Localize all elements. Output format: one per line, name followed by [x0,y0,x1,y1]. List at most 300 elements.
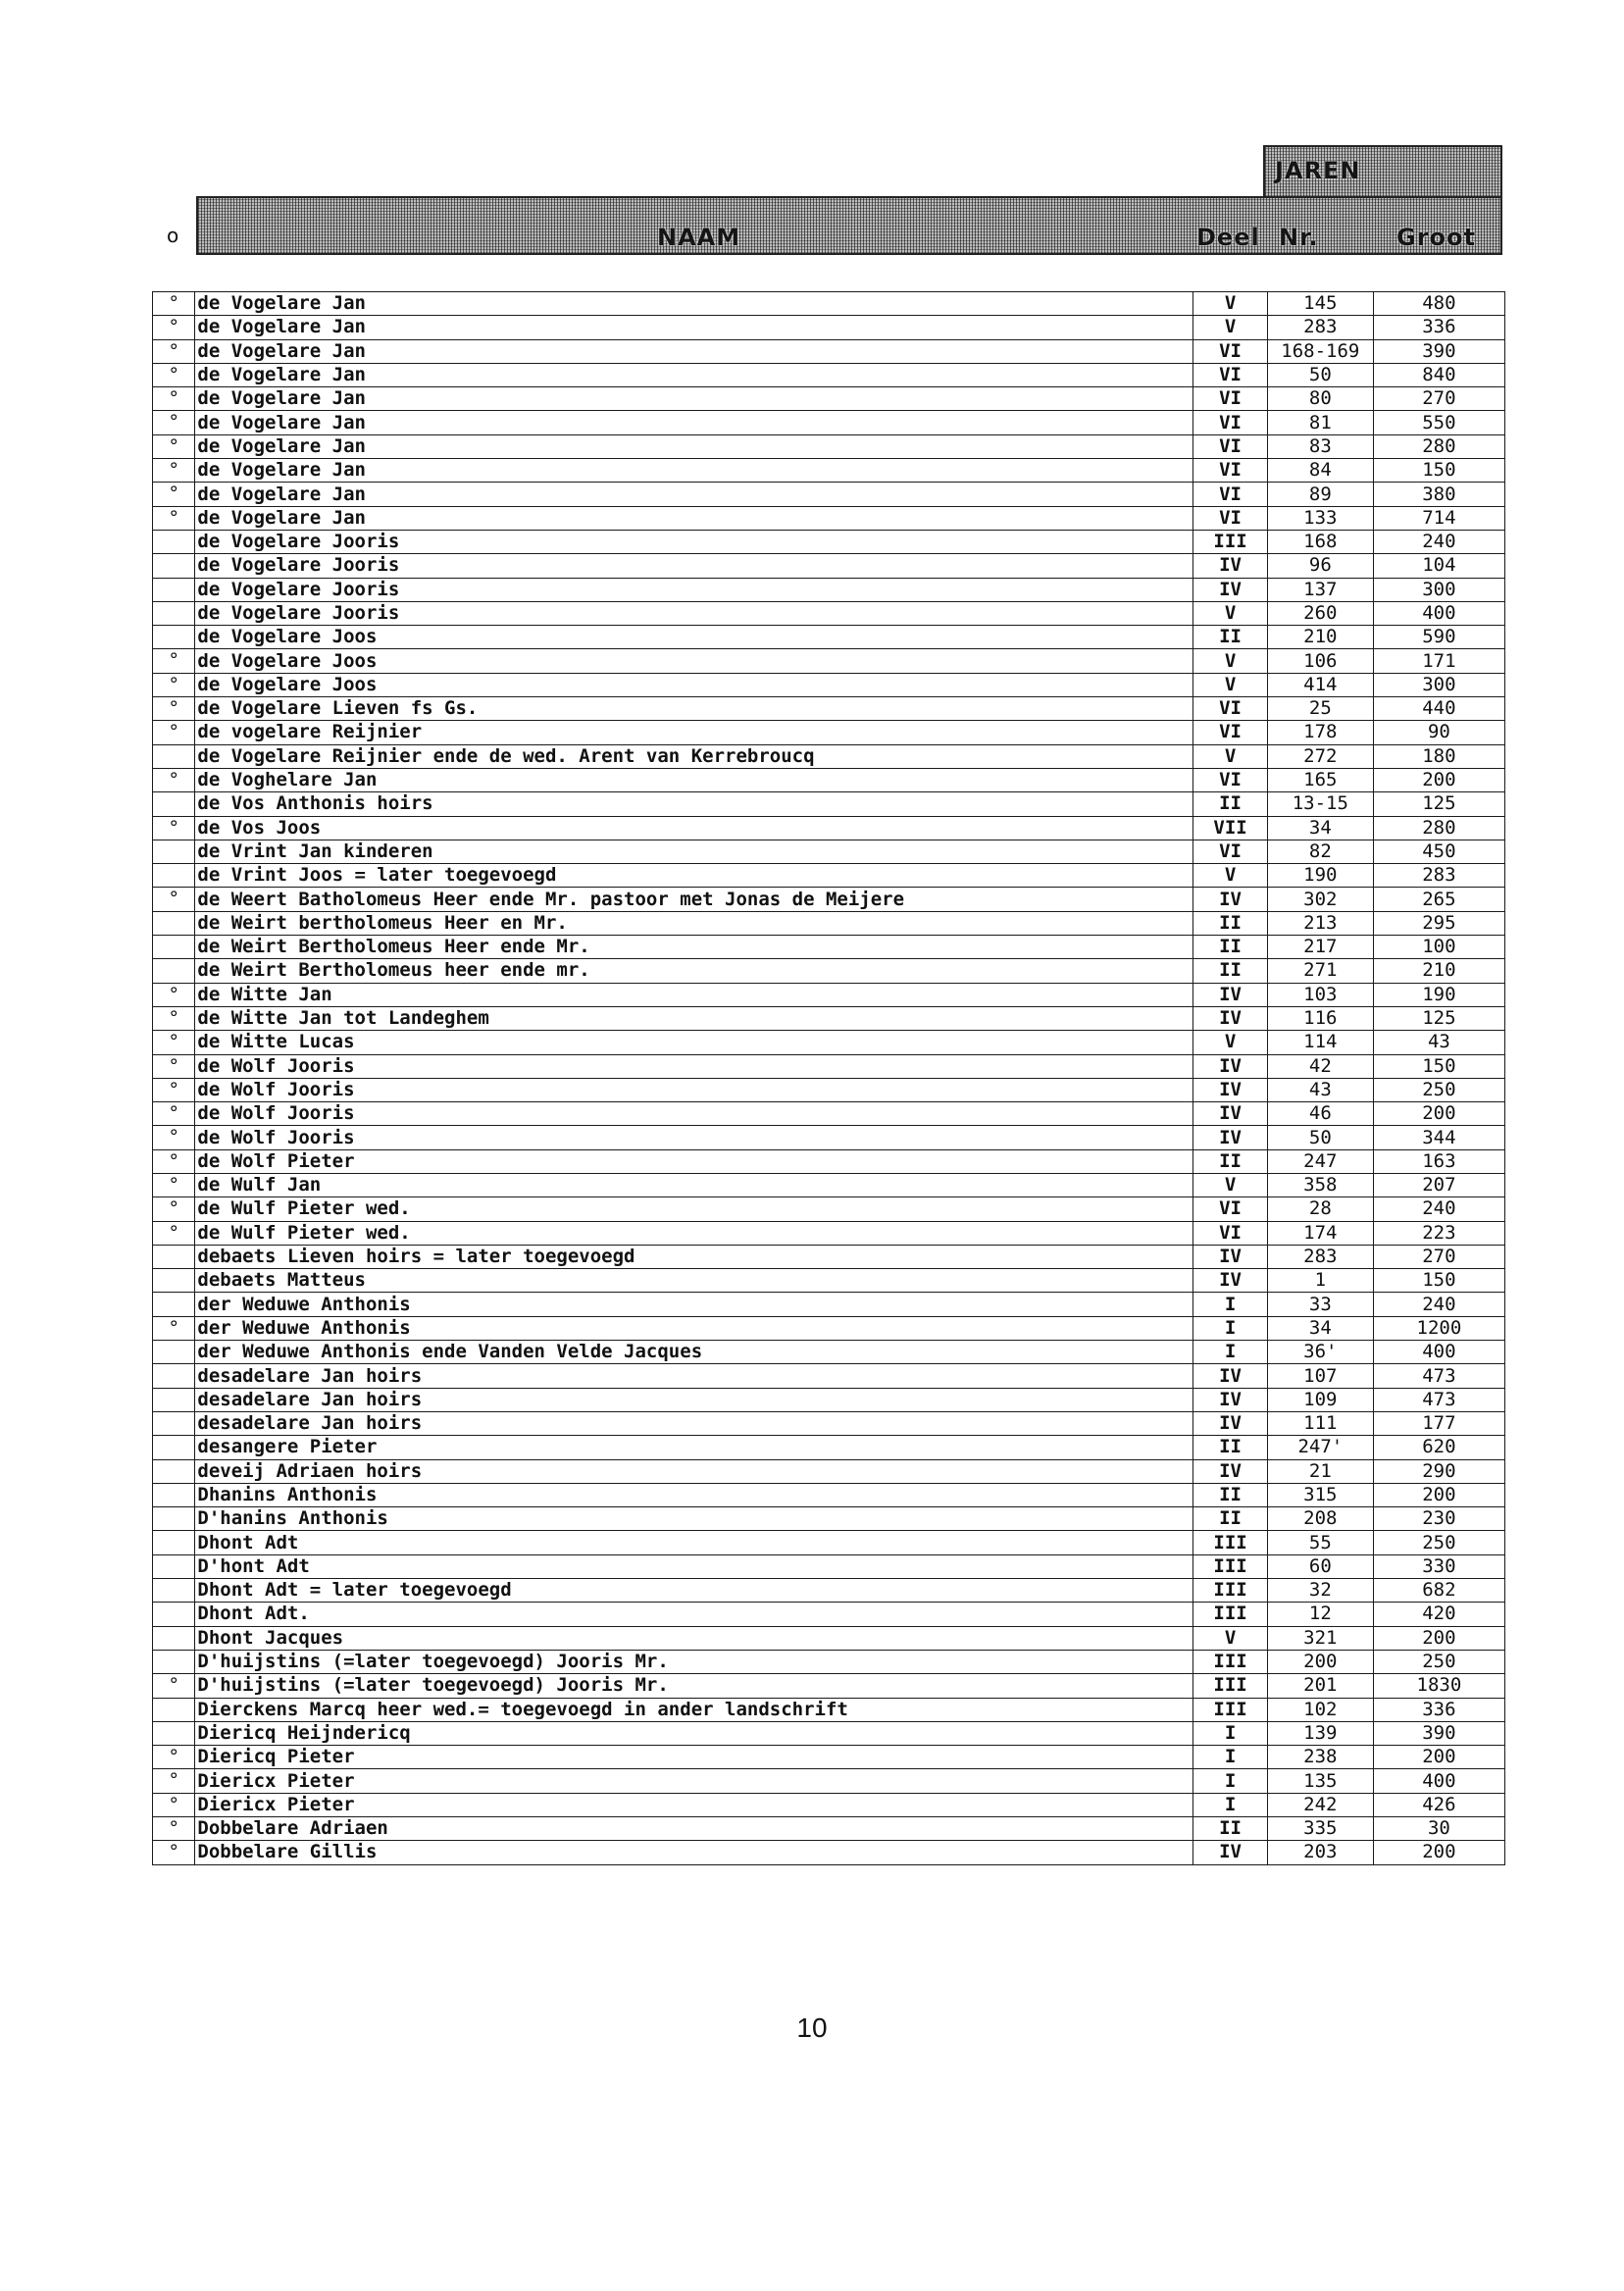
row-amount: 200 [1373,1746,1504,1769]
table-row [153,864,1505,888]
row-folio: 83 [1267,434,1373,458]
row-name: de Vogelare Jan [195,387,1193,411]
row-mark [153,1579,195,1603]
row-amount: 380 [1373,483,1504,506]
row-mark: ° [153,1316,195,1340]
row-name: de Wolf Jooris [195,1054,1193,1078]
row-amount: 290 [1373,1459,1504,1483]
row-mark [153,936,195,959]
row-mark [153,1293,195,1316]
row-folio: 42 [1267,1054,1373,1078]
table-row [153,1817,1505,1841]
row-folio: 60 [1267,1554,1373,1578]
row-mark: ° [153,1006,195,1030]
row-volume: II [1193,1483,1268,1506]
row-amount: 400 [1373,601,1504,625]
row-folio: 133 [1267,506,1373,530]
row-amount: 590 [1373,626,1504,649]
row-name: Dhanins Anthonis [195,1483,1193,1506]
row-name: de Vogelare Joos [195,673,1193,696]
row-amount: 100 [1373,936,1504,959]
row-volume: IV [1193,1411,1268,1435]
row-name: de Wolf Jooris [195,1126,1193,1149]
row-volume: VI [1193,1197,1268,1221]
row-mark [153,1411,195,1435]
row-name: deveij Adriaen hoirs [195,1459,1193,1483]
table-row [153,1173,1505,1196]
row-volume: I [1193,1316,1268,1340]
row-volume: IV [1193,983,1268,1006]
row-folio: 46 [1267,1102,1373,1126]
row-folio: 107 [1267,1364,1373,1388]
table-row [153,1650,1505,1673]
table-row [153,578,1505,601]
row-amount: 250 [1373,1650,1504,1673]
row-volume: IV [1193,1102,1268,1126]
table-row [153,1674,1505,1698]
row-volume: III [1193,1650,1268,1673]
row-name: Dhont Adt [195,1531,1193,1554]
row-mark: ° [153,1841,195,1864]
row-name: de Vogelare Jan [195,316,1193,339]
row-folio: 217 [1267,936,1373,959]
row-volume: II [1193,911,1268,935]
row-name: Diericx Pieter [195,1793,1193,1816]
row-volume: I [1193,1721,1268,1745]
header-year-label: JAREN [1275,157,1361,184]
row-name: Diericq Heijndericq [195,1721,1193,1745]
row-amount: 420 [1373,1603,1504,1626]
row-mark: ° [153,649,195,673]
row-amount: 125 [1373,1006,1504,1030]
row-folio: 32 [1267,1579,1373,1603]
table-row [153,983,1505,1006]
row-volume: III [1193,1698,1268,1721]
row-folio: 247 [1267,1149,1373,1173]
row-folio: 302 [1267,888,1373,911]
row-amount: 240 [1373,1197,1504,1221]
row-amount: 265 [1373,888,1504,911]
table-row [153,1269,1505,1293]
table-row [153,1102,1505,1126]
row-volume: I [1193,1746,1268,1769]
row-folio: 168 [1267,530,1373,553]
row-volume: IV [1193,1245,1268,1268]
row-amount: 43 [1373,1031,1504,1054]
row-mark [153,1554,195,1578]
row-amount: 426 [1373,1793,1504,1816]
row-volume: IV [1193,1054,1268,1078]
table-row [153,292,1505,316]
row-name: der Weduwe Anthonis [195,1316,1193,1340]
row-name: de Vrint Joos = later toegevoegd [195,864,1193,888]
row-name: der Weduwe Anthonis ende Vanden Velde Jacques [195,1341,1193,1364]
row-mark [153,1388,195,1411]
table-row [153,1126,1505,1149]
row-folio: 247' [1267,1436,1373,1459]
row-amount: 190 [1373,983,1504,1006]
table-row [153,1531,1505,1554]
row-volume: VI [1193,459,1268,483]
row-name: D'hont Adt [195,1554,1193,1578]
row-mark: ° [153,506,195,530]
table-row [153,363,1505,386]
row-amount: 450 [1373,840,1504,863]
row-mark [153,1626,195,1650]
row-mark [153,1245,195,1268]
row-name: de Vogelare Jan [195,483,1193,506]
row-amount: 620 [1373,1436,1504,1459]
row-folio: 203 [1267,1841,1373,1864]
row-mark: ° [153,697,195,721]
row-volume: IV [1193,1006,1268,1030]
row-name: debaets Lieven hoirs = later toegevoegd [195,1245,1193,1268]
row-amount: 480 [1373,292,1504,316]
row-amount: 280 [1373,434,1504,458]
row-volume: V [1193,316,1268,339]
row-volume: III [1193,530,1268,553]
row-name: Dhont Adt = later toegevoegd [195,1579,1193,1603]
row-folio: 82 [1267,840,1373,863]
row-mark: ° [153,1078,195,1101]
row-name: de Wolf Jooris [195,1078,1193,1101]
row-name: de Vogelare Jan [195,506,1193,530]
header-vol-label: Deel [1196,224,1260,251]
row-mark: ° [153,434,195,458]
row-name: de Vogelare Jooris [195,601,1193,625]
table-row [153,1054,1505,1078]
row-mark [153,959,195,983]
row-volume: VI [1193,697,1268,721]
row-folio: 12 [1267,1603,1373,1626]
row-name: de Vogelare Jan [195,434,1193,458]
table-row [153,888,1505,911]
row-amount: 30 [1373,1817,1504,1841]
row-amount: 840 [1373,363,1504,386]
row-amount: 270 [1373,387,1504,411]
row-folio: 238 [1267,1746,1373,1769]
table-row [153,506,1505,530]
table-row [153,1197,1505,1221]
row-amount: 440 [1373,697,1504,721]
row-amount: 300 [1373,673,1504,696]
row-mark [153,1603,195,1626]
row-amount: 250 [1373,1531,1504,1554]
row-mark [153,840,195,863]
row-name: de Wolf Pieter [195,1149,1193,1173]
table-row [153,1316,1505,1340]
row-mark: ° [153,316,195,339]
row-folio: 96 [1267,554,1373,578]
row-volume: IV [1193,1364,1268,1388]
header-year-bar [1263,145,1502,198]
row-amount: 390 [1373,1721,1504,1745]
table-row [153,721,1505,744]
row-amount: 171 [1373,649,1504,673]
row-volume: V [1193,601,1268,625]
table-row [153,1245,1505,1268]
table-row [153,1341,1505,1364]
row-mark [153,1341,195,1364]
row-folio: 145 [1267,292,1373,316]
row-amount: 210 [1373,959,1504,983]
row-mark [153,530,195,553]
row-name: de Witte Jan [195,983,1193,1006]
row-volume: V [1193,1173,1268,1196]
row-folio: 165 [1267,768,1373,791]
row-mark [153,911,195,935]
row-mark [153,1721,195,1745]
row-volume: VI [1193,840,1268,863]
row-name: de Weirt Bertholomeus heer ende mr. [195,959,1193,983]
row-amount: 207 [1373,1173,1504,1196]
row-name: Dobbelare Adriaen [195,1817,1193,1841]
row-volume: IV [1193,554,1268,578]
table-row [153,554,1505,578]
row-volume: V [1193,292,1268,316]
table-row [153,1603,1505,1626]
row-mark [153,626,195,649]
row-amount: 344 [1373,1126,1504,1149]
row-folio: 84 [1267,459,1373,483]
row-amount: 336 [1373,1698,1504,1721]
ledger-body [153,292,1505,1865]
header-amount-label: Groot [1396,224,1476,251]
table-row [153,959,1505,983]
row-name: de Vogelare Joos [195,626,1193,649]
row-mark: ° [153,411,195,434]
row-amount: 295 [1373,911,1504,935]
row-folio: 50 [1267,1126,1373,1149]
row-name: D'hanins Anthonis [195,1507,1193,1531]
row-folio: 321 [1267,1626,1373,1650]
row-amount: 240 [1373,1293,1504,1316]
row-volume: IV [1193,888,1268,911]
row-folio: 114 [1267,1031,1373,1054]
row-folio: 81 [1267,411,1373,434]
row-mark [153,554,195,578]
row-amount: 250 [1373,1078,1504,1101]
row-amount: 200 [1373,1483,1504,1506]
row-mark [153,1269,195,1293]
table-row [153,936,1505,959]
table-row [153,1364,1505,1388]
row-mark: ° [153,339,195,363]
page-number: 10 [796,2012,828,2043]
table-row [153,626,1505,649]
row-mark: ° [153,1197,195,1221]
table-row [153,1554,1505,1578]
row-volume: IV [1193,1078,1268,1101]
row-amount: 180 [1373,744,1504,768]
row-mark: ° [153,459,195,483]
row-name: de Vos Anthonis hoirs [195,792,1193,816]
row-name: de Vogelare Lieven fs Gs. [195,697,1193,721]
row-folio: 116 [1267,1006,1373,1030]
row-volume: V [1193,673,1268,696]
row-volume: IV [1193,578,1268,601]
row-mark [153,1483,195,1506]
row-amount: 330 [1373,1554,1504,1578]
row-folio: 1 [1267,1269,1373,1293]
table-row [153,911,1505,935]
row-mark: ° [153,1793,195,1816]
row-name: de Vogelare Jooris [195,530,1193,553]
row-amount: 150 [1373,1054,1504,1078]
row-volume: IV [1193,1388,1268,1411]
row-name: debaets Matteus [195,1269,1193,1293]
table-row [153,1459,1505,1483]
row-folio: 315 [1267,1483,1373,1506]
row-amount: 223 [1373,1221,1504,1245]
row-volume: I [1193,1769,1268,1793]
row-folio: 242 [1267,1793,1373,1816]
row-folio: 414 [1267,673,1373,696]
row-volume: II [1193,959,1268,983]
table-row [153,434,1505,458]
row-name: der Weduwe Anthonis [195,1293,1193,1316]
row-amount: 230 [1373,1507,1504,1531]
row-mark: ° [153,1149,195,1173]
row-folio: 102 [1267,1698,1373,1721]
row-amount: 336 [1373,316,1504,339]
table-row [153,1769,1505,1793]
row-volume: IV [1193,1841,1268,1864]
row-amount: 400 [1373,1769,1504,1793]
table-row [153,1507,1505,1531]
table-row [153,816,1505,840]
row-volume: VII [1193,816,1268,840]
row-folio: 135 [1267,1769,1373,1793]
table-row [153,1483,1505,1506]
row-mark [153,1364,195,1388]
row-mark: ° [153,1054,195,1078]
ledger-table [152,291,1505,1865]
row-mark: ° [153,983,195,1006]
table-row [153,1293,1505,1316]
table-row [153,1149,1505,1173]
row-mark: ° [153,483,195,506]
row-folio: 89 [1267,483,1373,506]
table-row [153,411,1505,434]
row-folio: 168-169 [1267,339,1373,363]
row-name: de Wulf Jan [195,1173,1193,1196]
row-amount: 1200 [1373,1316,1504,1340]
row-volume: II [1193,1507,1268,1531]
row-volume: III [1193,1674,1268,1698]
table-row [153,1436,1505,1459]
table-row [153,1221,1505,1245]
row-folio: 36' [1267,1341,1373,1364]
row-mark: ° [153,721,195,744]
row-folio: 33 [1267,1293,1373,1316]
row-name: de Vos Joos [195,816,1193,840]
row-folio: 13-15 [1267,792,1373,816]
table-row [153,1031,1505,1054]
row-mark: ° [153,768,195,791]
row-amount: 714 [1373,506,1504,530]
row-mark: ° [153,816,195,840]
table-row [153,530,1505,553]
row-amount: 270 [1373,1245,1504,1268]
row-folio: 21 [1267,1459,1373,1483]
row-volume: II [1193,936,1268,959]
row-mark [153,1531,195,1554]
row-volume: VI [1193,1221,1268,1245]
row-amount: 473 [1373,1388,1504,1411]
row-name: Dobbelare Gillis [195,1841,1193,1864]
row-volume: IV [1193,1126,1268,1149]
row-folio: 272 [1267,744,1373,768]
row-name: Dhont Jacques [195,1626,1193,1650]
row-folio: 103 [1267,983,1373,1006]
row-volume: III [1193,1603,1268,1626]
row-mark: ° [153,1102,195,1126]
row-mark: ° [153,1746,195,1769]
row-folio: 213 [1267,911,1373,935]
row-amount: 390 [1373,339,1504,363]
header-column-bar [196,196,1502,255]
row-amount: 200 [1373,1626,1504,1650]
row-name: Diericx Pieter [195,1769,1193,1793]
row-name: de Vogelare Jan [195,292,1193,316]
table-row [153,697,1505,721]
row-folio: 43 [1267,1078,1373,1101]
row-name: de Voghelare Jan [195,768,1193,791]
table-row [153,1793,1505,1816]
row-name: de Vrint Jan kinderen [195,840,1193,863]
row-amount: 200 [1373,1841,1504,1864]
row-mark: ° [153,363,195,386]
row-volume: II [1193,1436,1268,1459]
row-volume: VI [1193,339,1268,363]
row-name: desangere Pieter [195,1436,1193,1459]
row-mark [153,1459,195,1483]
row-folio: 358 [1267,1173,1373,1196]
row-amount: 125 [1373,792,1504,816]
table-row [153,316,1505,339]
table-row [153,792,1505,816]
row-volume: VI [1193,363,1268,386]
row-volume: II [1193,1149,1268,1173]
table-row [153,1626,1505,1650]
row-amount: 150 [1373,1269,1504,1293]
row-mark [153,1698,195,1721]
row-name: de Vogelare Jan [195,339,1193,363]
table-row [153,1746,1505,1769]
row-volume: I [1193,1341,1268,1364]
row-name: de Vogelare Jan [195,459,1193,483]
row-mark: ° [153,673,195,696]
row-volume: I [1193,1293,1268,1316]
table-row [153,1078,1505,1101]
row-folio: 55 [1267,1531,1373,1554]
row-name: de Vogelare Reijnier ende de wed. Arent van Kerrebroucq [195,744,1193,768]
row-mark: ° [153,1817,195,1841]
row-name: Diericq Pieter [195,1746,1193,1769]
row-name: de Weirt Bertholomeus Heer ende Mr. [195,936,1193,959]
row-name: D'huijstins (=later toegevoegd) Jooris Mr. [195,1650,1193,1673]
row-name: de Weert Batholomeus Heer ende Mr. pastoor met Jonas de Meijere [195,888,1193,911]
row-name: de Vogelare Jan [195,411,1193,434]
table-row [153,387,1505,411]
row-volume: II [1193,792,1268,816]
row-name: Dierckens Marcq heer wed.= toegevoegd in ander landschrift [195,1698,1193,1721]
table-row [153,1721,1505,1745]
row-mark: ° [153,387,195,411]
row-amount: 200 [1373,1102,1504,1126]
table-row [153,649,1505,673]
